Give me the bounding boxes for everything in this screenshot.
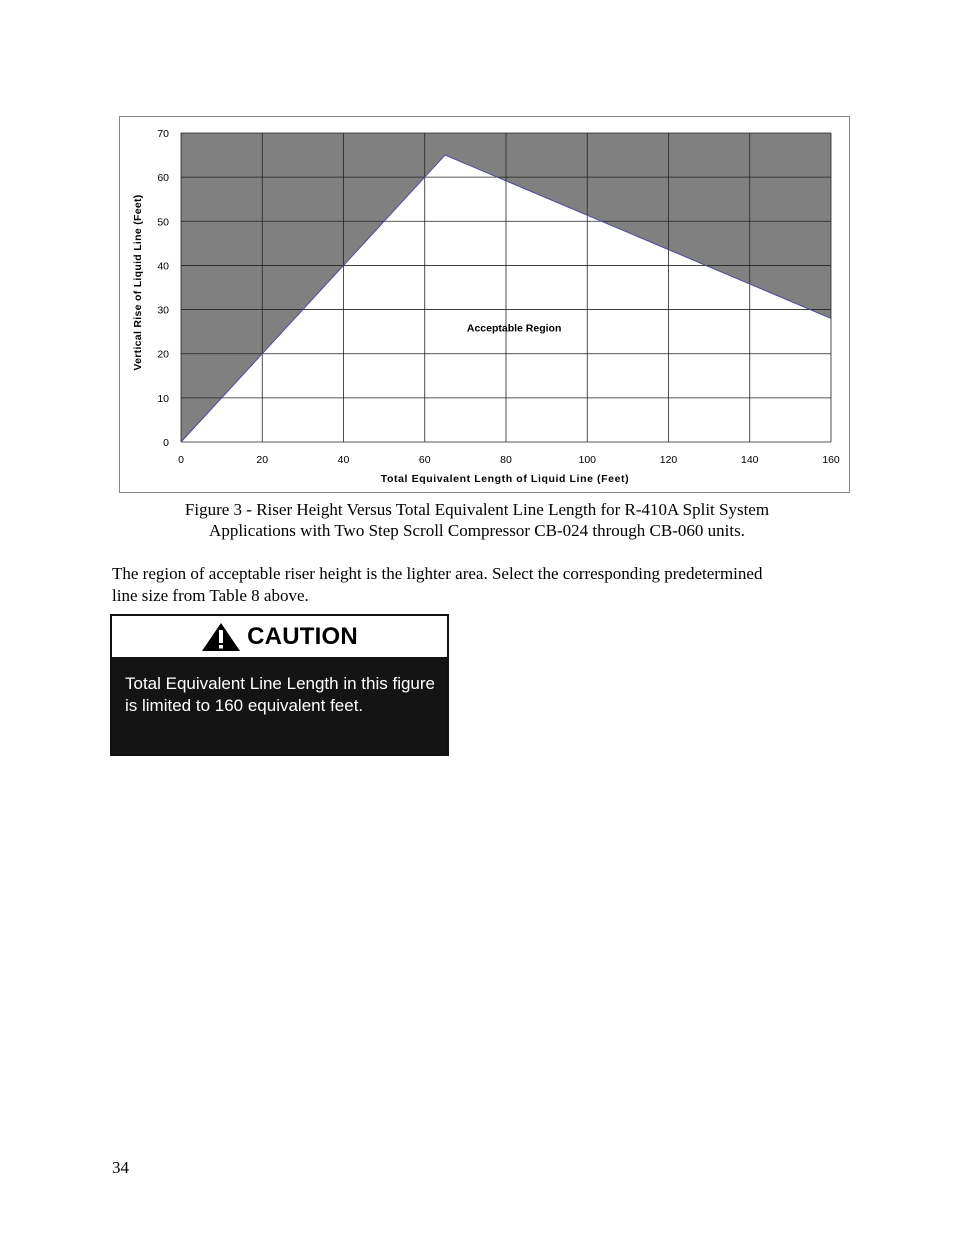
figure-caption (112, 499, 842, 541)
y-tick-label: 20 (157, 348, 169, 361)
y-axis-label: Vertical Rise of Liquid Line (Feet) (132, 194, 144, 371)
x-tick-label: 140 (740, 454, 759, 466)
caution-message: Total Equivalent Line Length in this figure is limited to 160 equivalent feet. (125, 674, 435, 715)
y-tick-label: 30 (157, 304, 169, 317)
x-tick-label: 40 (337, 454, 350, 466)
y-tick-label: 50 (157, 216, 169, 229)
y-tick-label: 70 (157, 128, 169, 140)
y-tick-label: 0 (163, 437, 169, 449)
body-paragraph-line-2: line size from Table 8 above. (112, 586, 309, 605)
page-number: 34 (112, 1158, 129, 1177)
x-tick-label: 160 (822, 454, 840, 466)
y-tick-label: 10 (157, 392, 169, 405)
x-tick-label: 20 (256, 454, 269, 466)
x-tick-label: 0 (178, 454, 184, 466)
body-paragraph (112, 563, 847, 607)
x-tick-label: 80 (500, 454, 512, 466)
acceptable-region-label: Acceptable Region (466, 322, 562, 335)
caution-box (110, 614, 449, 756)
warning-triangle-icon (201, 622, 241, 652)
body-paragraph-line-1: The region of acceptable riser height is the lighter area. Select the corresponding predetermined (112, 564, 763, 583)
x-tick-label: 120 (659, 454, 678, 466)
x-axis-label: Total Equivalent Length of Liquid Line (Feet) (380, 473, 630, 485)
y-tick-label: 60 (157, 172, 169, 185)
figure-caption-line-1: Figure 3 - Riser Height Versus Total Equivalent Line Length for R-410A Split System (184, 500, 770, 519)
riser-height-chart (119, 116, 850, 493)
chart-svg (120, 117, 851, 494)
figure-caption-line-2: Applications with Two Step Scroll Compressor CB-024 through CB-060 units. (209, 521, 745, 540)
caution-header (112, 616, 447, 657)
x-tick-label: 60 (418, 454, 431, 466)
y-tick-label: 40 (157, 260, 169, 273)
caution-title: CAUTION (247, 622, 358, 650)
x-tick-label: 100 (578, 454, 597, 466)
